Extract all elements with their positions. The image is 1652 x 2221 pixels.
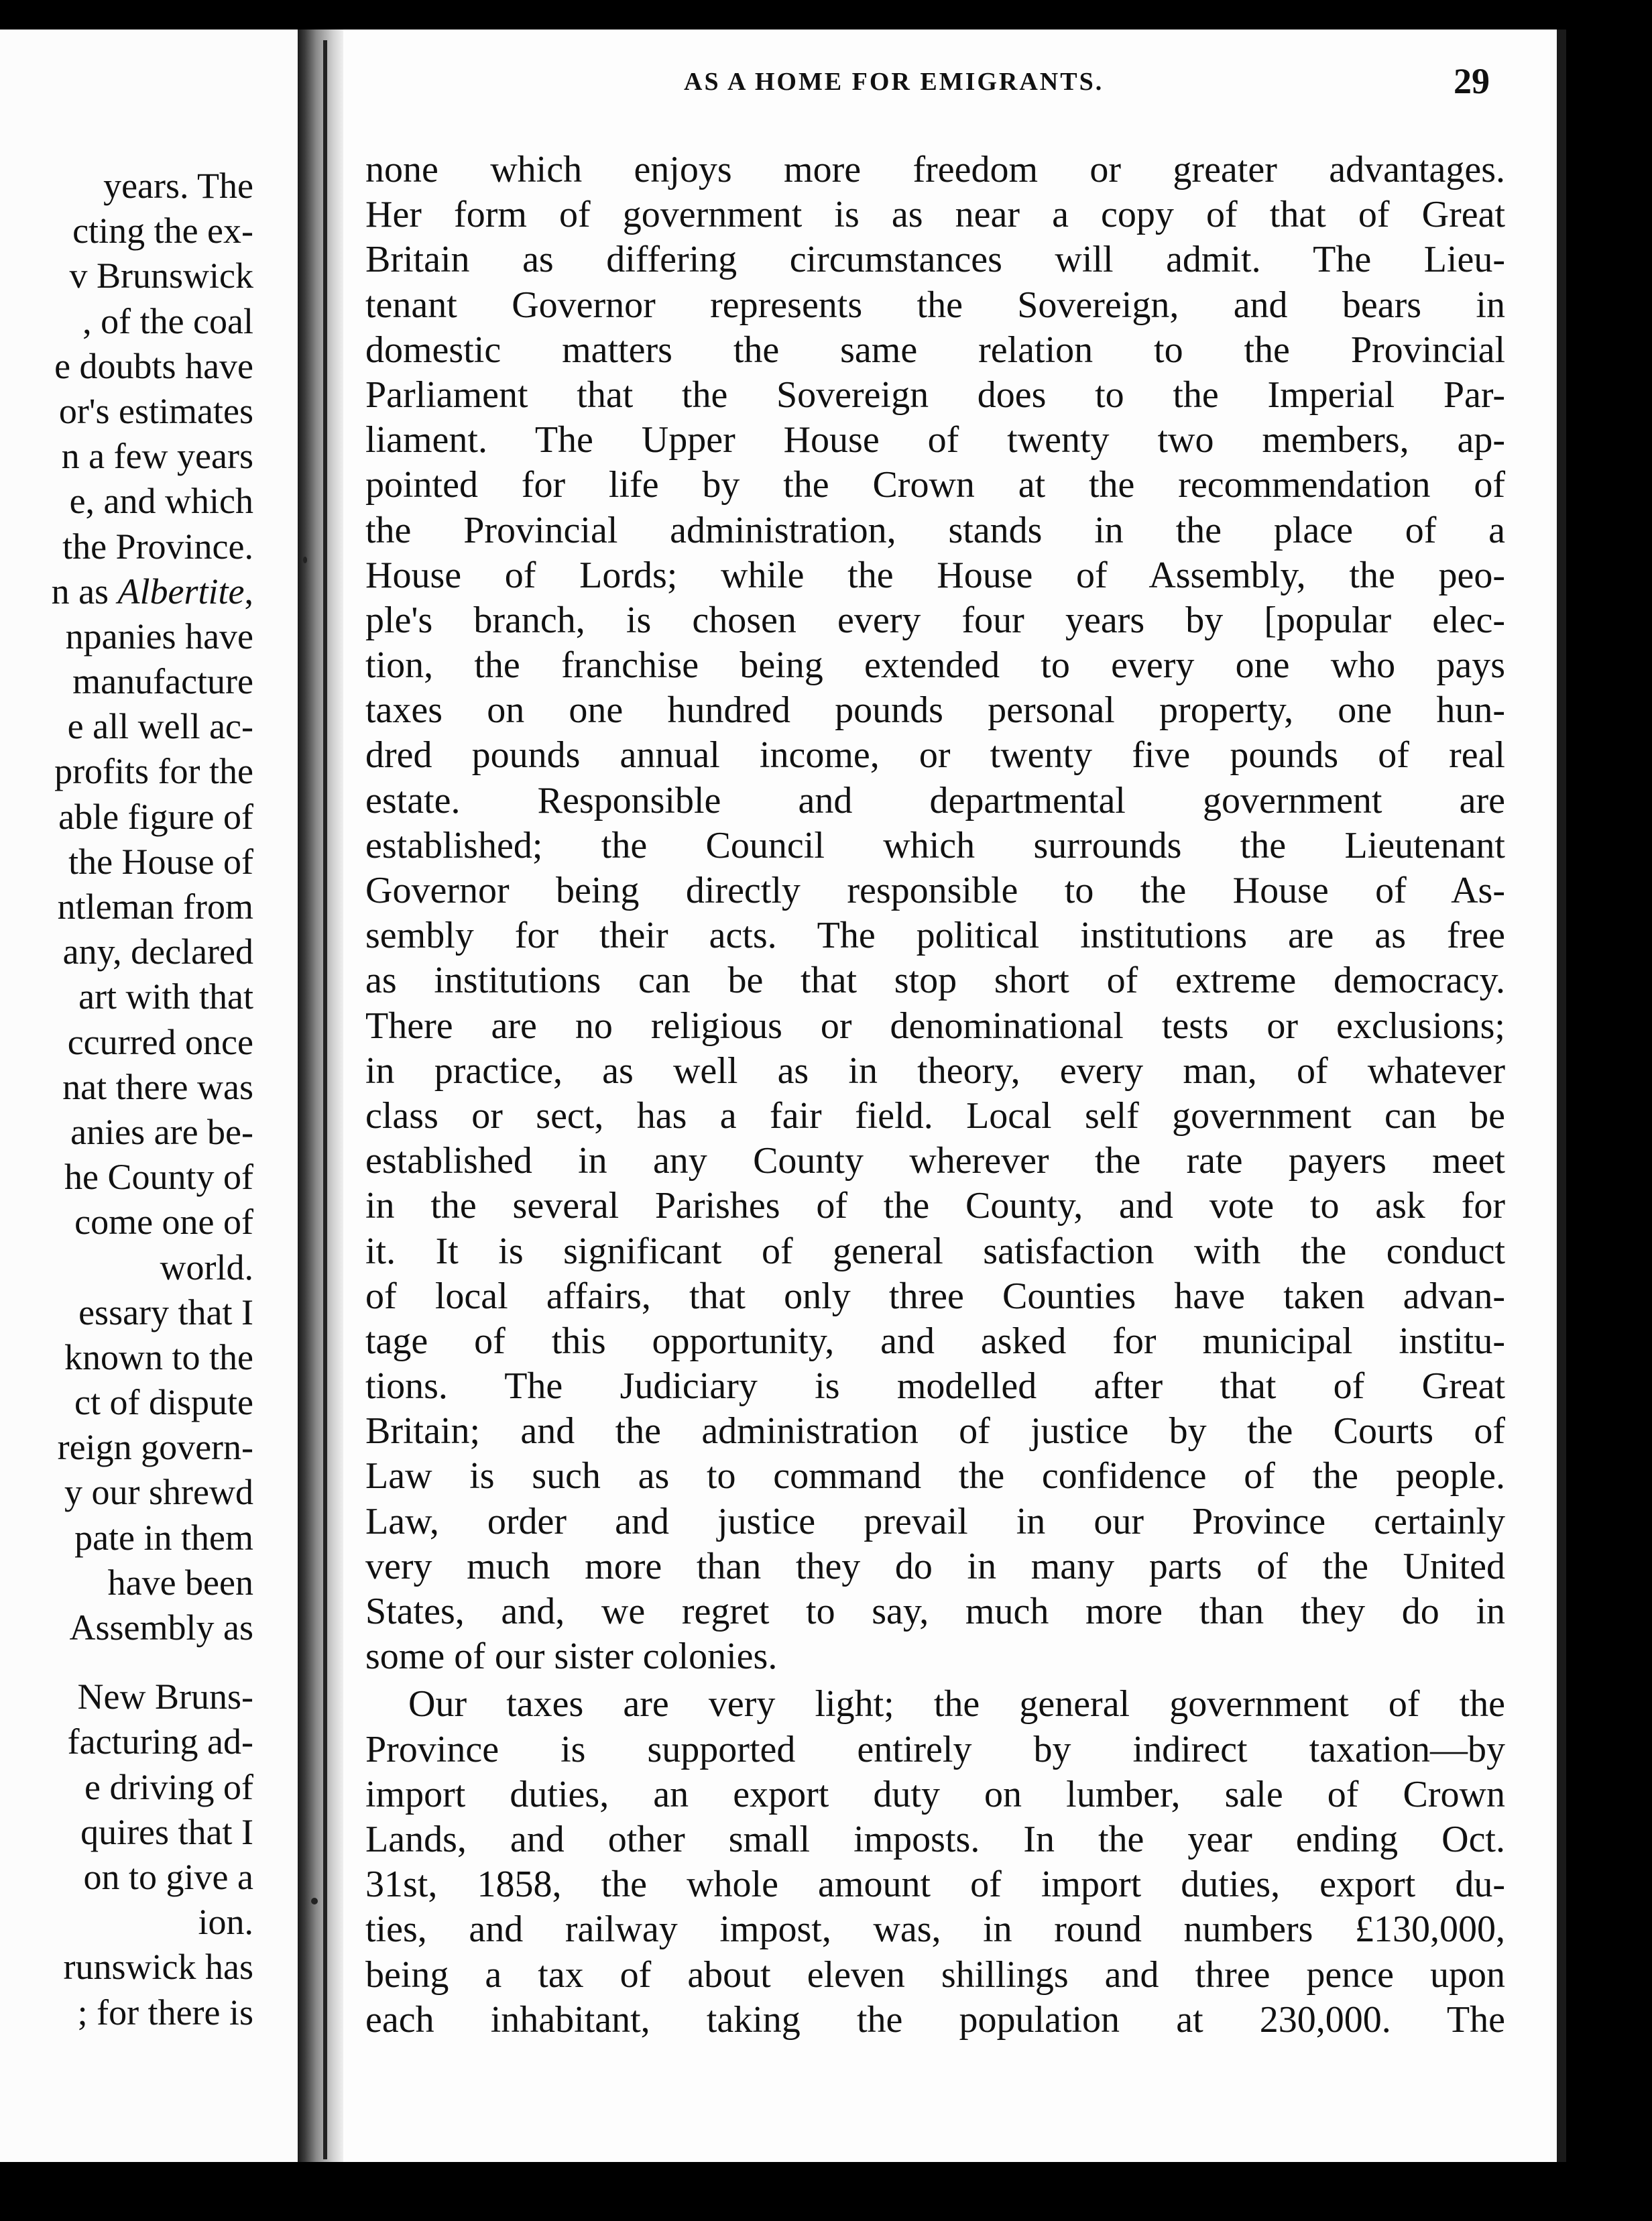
text-line: Law, order and justice prevail in our Province certainly xyxy=(365,1500,1505,1542)
facing-page-text xyxy=(52,164,253,2035)
text-line: in the several Parishes of the County, and vote to ask for xyxy=(365,1185,1505,1227)
facing-page-line: e all well ac- xyxy=(67,706,253,747)
gutter-fold-line xyxy=(323,40,327,2159)
text-line: of local affairs, that only three Counties have taken advan- xyxy=(365,1275,1505,1317)
text-line: Parliament that the Sovereign does to the Imperial Par- xyxy=(365,374,1505,416)
text-line: There are no religious or denominational tests or exclusions; xyxy=(365,1005,1505,1047)
facing-page-line: New Bruns- xyxy=(77,1676,253,1717)
facing-page-line: facturing ad- xyxy=(67,1721,253,1762)
text-line: domestic matters the same relation to the Provincial xyxy=(365,329,1505,371)
facing-page-line: ; for there is xyxy=(77,1992,253,2033)
facing-page-line: ion. xyxy=(198,1902,253,1943)
facing-page-line: or's estimates xyxy=(58,390,253,431)
facing-page-line: the House of xyxy=(68,841,253,882)
text-line: estate. Responsible and departmental government are xyxy=(365,779,1505,821)
facing-page-line: essary that I xyxy=(78,1292,253,1332)
facing-page-line: npanies have xyxy=(65,616,253,657)
text-line: tion, the franchise being extended to every one who pays xyxy=(365,644,1505,687)
text-line: Britain as differing circumstances will admit. The Lieu- xyxy=(365,239,1505,281)
text-line: dred pounds annual income, or twenty five pounds of real xyxy=(365,734,1505,777)
scan-speck xyxy=(311,1898,318,1904)
book-gutter xyxy=(298,30,345,2162)
facing-page-line: v Brunswick xyxy=(69,255,253,296)
facing-page-line: ccurred once xyxy=(67,1021,253,1062)
scan-speck xyxy=(303,557,307,563)
text-line: in practice, as well as in theory, every man, of whatever xyxy=(365,1049,1505,1092)
text-line: Lands, and other small imposts. In the year ending Oct. xyxy=(365,1818,1505,1860)
facing-page-line: e, and which xyxy=(69,481,253,522)
facing-page-line: known to the xyxy=(64,1336,253,1377)
text-line: ple's branch, is chosen every four years by [popular elec- xyxy=(365,599,1505,641)
facing-page-line: ntleman from xyxy=(57,887,253,927)
facing-page-line: reign govern- xyxy=(57,1427,253,1468)
facing-page-line: quires that I xyxy=(80,1811,253,1852)
facing-page-line: on to give a xyxy=(83,1856,253,1897)
facing-page-line: , of the coal xyxy=(82,300,253,341)
facing-page-line: e driving of xyxy=(84,1766,253,1807)
facing-page-line: anies are be- xyxy=(70,1111,253,1152)
facing-page-line xyxy=(52,1650,253,1674)
facing-page-line: Assembly as xyxy=(69,1607,253,1648)
text-line: Our taxes are very light; the general government of the xyxy=(408,1683,1505,1725)
facing-page-fragment xyxy=(0,30,300,2162)
running-head: AS A HOME FOR EMIGRANTS. xyxy=(684,68,1104,96)
text-line: very much more than they do in many parts of the United xyxy=(365,1545,1505,1587)
text-line: Province is supported entirely by indirect taxation—by xyxy=(365,1728,1505,1770)
text-line: each inhabitant, taking the population at 230,000. The xyxy=(365,1998,1505,2041)
text-line: pointed for life by the Crown at the recommendation of xyxy=(365,464,1505,506)
text-line: 31st, 1858, the whole amount of import duties, export du- xyxy=(365,1864,1505,1906)
text-line: taxes on one hundred pounds personal property, one hun- xyxy=(365,689,1505,732)
text-line: Her form of government is as near a copy of that of Great xyxy=(365,194,1505,236)
facing-page-line: world. xyxy=(160,1247,253,1288)
page-body-text xyxy=(365,148,1505,2043)
facing-page-line: nat there was xyxy=(62,1066,253,1107)
facing-page-line: cting the ex- xyxy=(72,211,253,251)
text-line: some of our sister colonies. xyxy=(365,1636,778,1678)
facing-page-line: able figure of xyxy=(58,796,253,837)
text-line: class or sect, has a fair field. Local self government can be xyxy=(365,1094,1505,1137)
facing-page-line: come one of xyxy=(74,1202,253,1243)
facing-page-line: e doubts have xyxy=(54,345,253,386)
facing-page-line: pate in them xyxy=(74,1517,253,1558)
text-line: the Provincial administration, stands in the place of a xyxy=(365,509,1505,551)
text-line: being a tax of about eleven shillings and three pence upon xyxy=(365,1953,1505,1996)
text-line: ties, and railway impost, was, in round numbers £130,000, xyxy=(365,1909,1505,1951)
text-line: as institutions can be that stop short of extreme democracy. xyxy=(365,960,1505,1002)
text-line: none which enjoys more freedom or greater advantages. xyxy=(365,149,1505,190)
text-line: tage of this opportunity, and asked for municipal institu- xyxy=(365,1320,1505,1362)
text-line: it. It is significant of general satisfaction with the conduct xyxy=(365,1230,1505,1272)
text-line: sembly for their acts. The political institutions are as free xyxy=(365,915,1505,957)
facing-page-line: years. The xyxy=(103,166,253,206)
text-line: Britain; and the administration of justice by the Courts of xyxy=(365,1410,1505,1453)
text-line: House of Lords; while the House of Assembly, the peo- xyxy=(365,554,1505,596)
facing-page-line: n as Albertite, xyxy=(51,571,253,612)
facing-page-line: profits for the xyxy=(54,751,253,792)
text-line: tenant Governor represents the Sovereign, and bears in xyxy=(365,284,1505,326)
facing-page-line: any, declared xyxy=(62,931,253,972)
facing-page-line: manufacture xyxy=(72,661,253,702)
facing-page-line: art with that xyxy=(78,976,253,1017)
text-line: States, and, we regret to say, much more than they do in xyxy=(365,1591,1505,1632)
facing-page-line: have been xyxy=(107,1562,253,1603)
page-number: 29 xyxy=(1454,61,1490,101)
page-edge xyxy=(1557,30,1566,2162)
facing-page-line: runswick has xyxy=(63,1947,253,1988)
facing-page-line: ct of dispute xyxy=(74,1382,253,1423)
text-line: Law is such as to command the confidence of the people. xyxy=(365,1455,1505,1497)
facing-page-line: the Province. xyxy=(62,526,253,567)
facing-page-line: y our shrewd xyxy=(64,1472,253,1513)
text-line: established in any County wherever the rate payers meet xyxy=(365,1140,1505,1182)
facing-page-line: n a few years xyxy=(61,436,253,477)
text-line: Governor being directly responsible to the House of As- xyxy=(365,870,1505,911)
text-line: tions. The Judiciary is modelled after that of Great xyxy=(365,1365,1505,1408)
text-line: liament. The Upper House of twenty two members, ap- xyxy=(365,419,1505,461)
text-line: established; the Council which surrounds the Lieutenant xyxy=(365,824,1505,866)
text-line: import duties, an export duty on lumber, sale of Crown xyxy=(365,1773,1505,1815)
facing-page-line: he County of xyxy=(64,1157,253,1198)
